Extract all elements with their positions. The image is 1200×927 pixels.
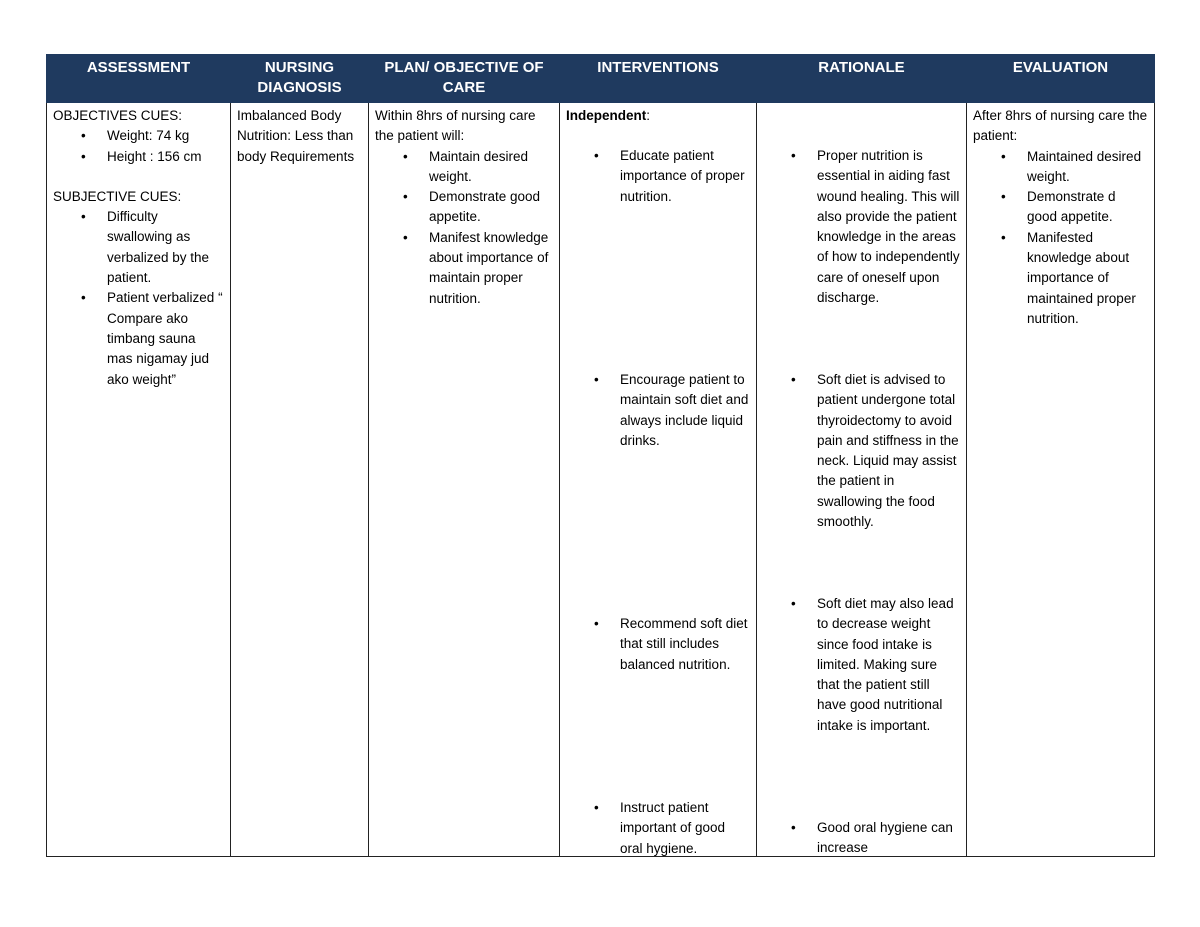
list-item: • Weight: 74 kg xyxy=(53,126,224,146)
care-plan-table xyxy=(46,54,1155,857)
list-item: • Difficulty swallowing as verbalized by the patient. xyxy=(53,207,224,288)
intervention-list-4 xyxy=(566,798,750,857)
header-plan: PLAN/ OBJECTIVE OF CARE xyxy=(369,55,560,103)
intervention-list-1 xyxy=(566,146,750,207)
subjective-cues-heading: SUBJECTIVE CUES: xyxy=(53,188,182,204)
list-item: • Demonstrate d good appetite. xyxy=(973,187,1148,228)
list-item: • Patient verbalized “ Compare ako timbang sauna mas nigamay jud ako weight” xyxy=(53,288,224,389)
diagnosis-text: Imbalanced Body Nutrition: Less than body Requirements xyxy=(237,108,355,164)
evaluation-list xyxy=(973,147,1148,330)
list-item: • Height : 156 cm xyxy=(53,147,224,167)
evaluation-intro: After 8hrs of nursing care the patient: xyxy=(973,108,1148,144)
independent-colon: : xyxy=(646,108,651,123)
list-item: • Encourage patient to maintain soft diet and always include liquid drinks. xyxy=(566,370,750,451)
list-item: • Soft diet may also lead to decrease weight since food intake is limited. Making sure that the patient still have good nutritional intake is important. xyxy=(763,594,960,736)
list-item: • Maintained desired weight. xyxy=(973,147,1148,188)
header-evaluation: EVALUATION xyxy=(967,55,1155,103)
diagnosis-cell xyxy=(231,103,369,857)
header-interventions: INTERVENTIONS xyxy=(560,55,757,103)
rationale-list-2 xyxy=(763,370,960,532)
header-row xyxy=(47,55,1155,103)
list-item: • Demonstrate good appetite. xyxy=(375,187,553,228)
assessment-cell xyxy=(47,103,231,857)
subjective-cues-list xyxy=(53,207,224,390)
content-row xyxy=(47,103,1155,857)
rationale-list-4 xyxy=(763,818,960,857)
intervention-list-2 xyxy=(566,370,750,451)
objective-cues-heading: OBJECTIVES CUES: xyxy=(53,108,183,123)
plan-intro: Within 8hrs of nursing care the patient will: xyxy=(375,108,536,144)
interventions-cell xyxy=(560,103,757,857)
list-item: • Maintain desired weight. xyxy=(375,147,553,188)
intervention-list-3 xyxy=(566,614,750,675)
list-item: • Recommend soft diet that still includes balanced nutrition. xyxy=(566,614,750,675)
header-nursing-diagnosis: NURSING DIAGNOSIS xyxy=(231,55,369,103)
list-item: • Proper nutrition is essential in aiding fast wound healing. This will also provide the patient knowledge in the areas of how to independently care of oneself upon discharge. xyxy=(763,146,960,308)
list-item: • Instruct patient important of good oral hygiene. xyxy=(566,798,750,857)
plan-cell xyxy=(369,103,560,857)
interventions-heading xyxy=(566,106,750,126)
evaluation-cell xyxy=(967,103,1155,857)
objective-cues-list xyxy=(53,126,224,167)
rationale-cell xyxy=(757,103,967,857)
list-item: • Educate patient importance of proper nutrition. xyxy=(566,146,750,207)
list-item: • Manifested knowledge about importance of maintained proper nutrition. xyxy=(973,228,1148,329)
independent-label: Independent xyxy=(566,108,647,123)
list-item: • Good oral hygiene can increase xyxy=(763,818,960,857)
plan-list xyxy=(375,147,553,309)
header-rationale: RATIONALE xyxy=(757,55,967,103)
rationale-list-1 xyxy=(763,146,960,308)
list-item: • Manifest knowledge about importance of maintain proper nutrition. xyxy=(375,228,553,309)
header-assessment: ASSESSMENT xyxy=(47,55,231,103)
rationale-list-3 xyxy=(763,594,960,736)
list-item: • Soft diet is advised to patient undergone total thyroidectomy to avoid pain and stiffness in the neck. Liquid may assist the patient in swallowing the food smoothly. xyxy=(763,370,960,532)
